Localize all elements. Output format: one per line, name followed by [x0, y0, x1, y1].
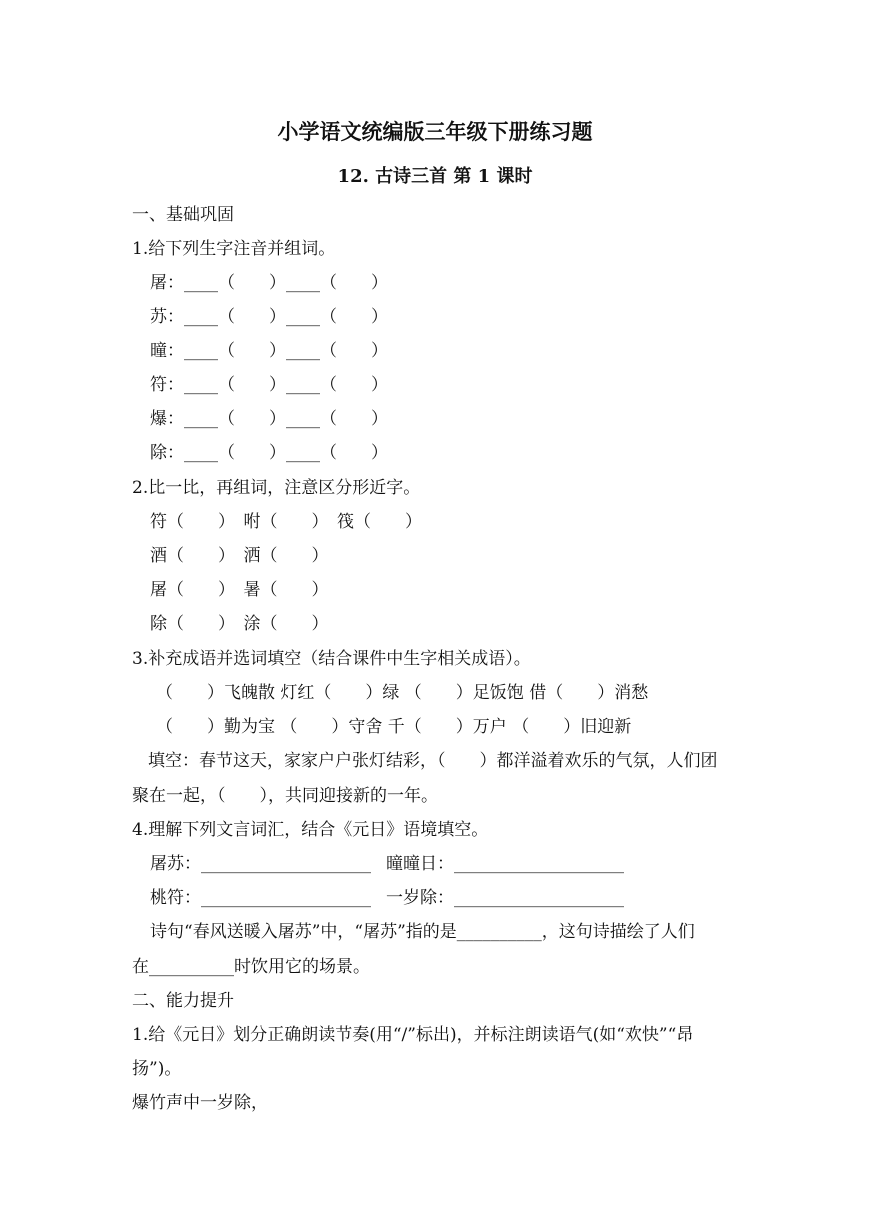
- question-1-prompt: 1.给下列生字注音并组词。: [132, 239, 336, 259]
- section-heading-advanced: 二、能力提升: [132, 991, 234, 1011]
- question-3-prompt: 3.补充成语并选词填空（结合课件中生字相关成语）。: [132, 649, 531, 669]
- q1-row: 符：____（ ）____（ ）: [150, 375, 388, 395]
- question-5-line-1: 1.给《元日》划分正确朗读节奏(用“/”标出)，并标注朗读语气(如“欢快”“昂: [132, 1025, 694, 1045]
- q3-idiom-row-1: （ ）飞魄散 灯红（ ）绿 （ ）足饭饱 借（ ）消愁: [156, 683, 649, 703]
- question-2-prompt: 2.比一比，再组词，注意区分形近字。: [132, 478, 421, 498]
- q1-row: 屠：____（ ）____（ ）: [150, 273, 388, 293]
- q4-field-tusu: 屠苏：____________________: [150, 854, 371, 874]
- q4-field-yisuichu: 一岁除：____________________: [386, 888, 624, 908]
- poem-line-1: 爆竹声中一岁除，: [132, 1093, 268, 1113]
- q2-row: 酒（ ） 洒（ ）: [150, 546, 329, 566]
- q2-row: 屠（ ） 暑（ ）: [150, 580, 329, 600]
- page-title: 小学语文统编版三年级下册练习题: [277, 119, 593, 144]
- q1-row: 爆：____（ ）____（ ）: [150, 409, 388, 429]
- question-4-prompt: 4.理解下列文言词汇，结合《元日》语境填空。: [132, 820, 489, 840]
- section-heading-basic: 一、基础巩固: [132, 205, 234, 225]
- q2-row: 符（ ） 咐（ ） 筏（ ）: [150, 512, 422, 532]
- q1-row: 除：____（ ）____（ ）: [150, 443, 388, 463]
- q1-row: 曈：____（ ）____（ ）: [150, 341, 388, 361]
- q3-idiom-row-2: （ ）勤为宝 （ ）守舍 千（ ）万户 （ ）旧迎新: [156, 717, 632, 737]
- question-5-line-2: 扬”)。: [132, 1059, 182, 1079]
- q4-field-taofu: 桃符：____________________: [150, 888, 371, 908]
- q1-row: 苏：____（ ）____（ ）: [150, 307, 388, 327]
- q3-fill-line-1: 填空：春节这天，家家户户张灯结彩，（ ）都洋溢着欢乐的气氛，人们团: [148, 751, 718, 771]
- q4-paragraph-line-2: 在__________时饮用它的场景。: [132, 957, 370, 977]
- lesson-subtitle: 12. 古诗三首 第 1 课时: [337, 166, 533, 187]
- q3-fill-line-2: 聚在一起，（ ），共同迎接新的一年。: [132, 786, 438, 806]
- q4-field-tongtongri: 曈曈日：____________________: [386, 854, 624, 874]
- q4-paragraph-line-1: 诗句“春风送暖入屠苏”中，“屠苏”指的是__________，这句诗描绘了人们: [150, 922, 695, 942]
- q2-row: 除（ ） 涂（ ）: [150, 614, 329, 634]
